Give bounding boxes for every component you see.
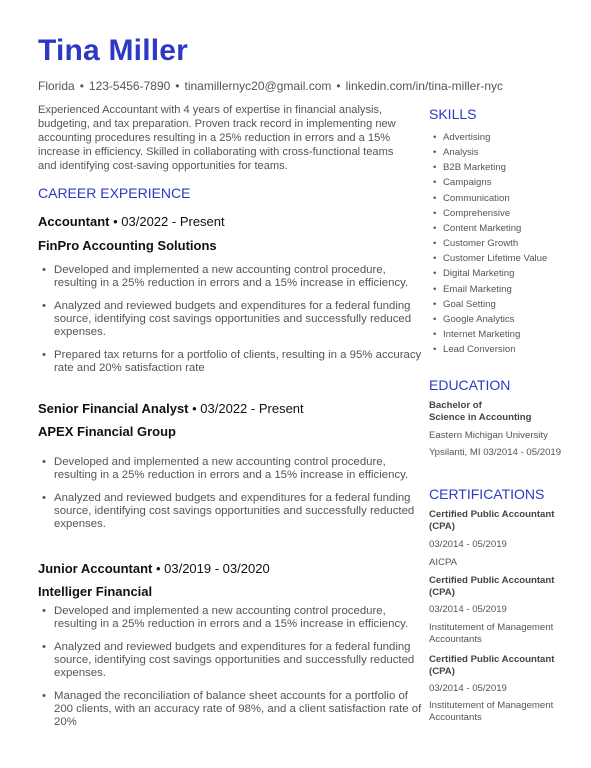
cert-dates: 03/2014 - 05/2019 (429, 539, 507, 550)
job-dates: • 03/2022 - Present (188, 401, 304, 416)
cert-name-abbrev: (CPA) (429, 666, 455, 677)
contact-phone[interactable]: 123-5456-7890 (88, 79, 171, 93)
school-name: Eastern Michigan University (429, 430, 548, 441)
job-2-bullets (38, 456, 423, 531)
job-3-bullets (38, 605, 423, 729)
degree-line-2: Science in Accounting (429, 412, 532, 423)
job-role: Accountant (38, 214, 110, 229)
company-name: APEX Financial Group (38, 424, 176, 439)
cert-name: Certified Public Accountant (429, 654, 555, 665)
skill-item: • Analysis (430, 145, 547, 160)
job-bullet: • Developed and implemented a new accounting control procedure, resulting in a 25% reduction in errors and a 15% increase in efficiency. (38, 264, 423, 290)
skill-item: • Internet Marketing (430, 327, 547, 342)
company-name: Intelliger Financial (38, 584, 153, 599)
contact-linkedin[interactable]: linkedin.com/in/tina-miller-nyc (345, 79, 503, 93)
job-bullet: • Developed and implemented a new accounting control procedure, resulting in a 25% reduction in errors and a 15% increase in efficiency. (38, 605, 423, 631)
contact-separator: • (175, 79, 180, 93)
skill-item: • Comprehensive (430, 206, 547, 221)
contact-separator: • (79, 79, 84, 93)
cert-issuer-cont: Accountants (429, 712, 482, 723)
job-title-2 (38, 401, 304, 416)
skill-item: • Customer Growth (430, 236, 547, 251)
job-bullet: • Managed the reconciliation of balance sheet accounts for a portfolio of 200 clients, with an accuracy rate of 98%, and a client satisfaction rate of 20% (38, 690, 423, 729)
skill-item: • B2B Marketing (430, 160, 547, 175)
skill-item: • Goal Setting (430, 297, 547, 312)
skill-item: • Advertising (430, 130, 547, 145)
job-bullet: • Prepared tax returns for a portfolio of clients, resulting in a 95% accuracy rate and 20% satisfaction rate (38, 349, 423, 375)
skill-item: • Email Marketing (430, 282, 547, 297)
skills-list (430, 130, 547, 357)
professional-summary: Experienced Accountant with 4 years of expertise in financial analysis, budgeting, and tax preparation. Proven track record in implementing new accounting procedures resulting in a 25% reduction in errors and a 15% increase in efficiency. Skilled in collaborating with cross-functional teams and identifying cost-saving opportunities for teams. (38, 104, 396, 172)
cert-name: Certified Public Accountant (429, 575, 555, 586)
skill-item: • Digital Marketing (430, 266, 547, 281)
job-title-1 (38, 214, 225, 229)
company-name: FinPro Accounting Solutions (38, 238, 217, 253)
candidate-name: Tina Miller (38, 34, 189, 67)
job-1-bullets (38, 264, 423, 375)
cert-issuer: Institutement of Management (429, 700, 554, 711)
cert-name-abbrev: (CPA) (429, 587, 455, 598)
job-bullet: • Analyzed and reviewed budgets and expenditures for a federal funding source, identifying cost savings opportunities and successfully reduced expenses. (38, 300, 423, 339)
job-role: Junior Accountant (38, 561, 153, 576)
job-bullet: • Analyzed and reviewed budgets and expenditures for a federal funding source, identifying cost savings opportunities and successfully reducted expenses. (38, 641, 423, 680)
skill-item: • Customer Lifetime Value (430, 251, 547, 266)
job-role: Senior Financial Analyst (38, 401, 189, 416)
certifications-heading: CERTIFICATIONS (429, 486, 545, 502)
contact-separator: • (336, 79, 341, 93)
skill-item: • Content Marketing (430, 221, 547, 236)
job-dates: • 03/2022 - Present (109, 214, 225, 229)
cert-name: Certified Public Accountant (429, 509, 555, 520)
skill-item: • Google Analytics (430, 312, 547, 327)
job-dates: • 03/2019 - 03/2020 (152, 561, 270, 576)
cert-issuer-cont: Accountants (429, 634, 482, 645)
education-location-dates: Ypsilanti, MI 03/2014 - 05/2019 (429, 447, 562, 458)
cert-name-abbrev: (CPA) (429, 521, 455, 532)
contact-email[interactable]: tinamillernyc20@gmail.com (184, 79, 332, 93)
skill-item: • Communication (430, 191, 547, 206)
contact-line (38, 79, 503, 93)
cert-issuer: Institutement of Management (429, 622, 554, 633)
cert-issuer: AICPA (429, 557, 458, 568)
degree-line-1: Bachelor of (429, 400, 482, 411)
education-heading: EDUCATION (429, 377, 511, 393)
cert-dates: 03/2014 - 05/2019 (429, 604, 507, 615)
career-experience-heading: CAREER EXPERIENCE (38, 185, 191, 201)
cert-dates: 03/2014 - 05/2019 (429, 683, 507, 694)
job-bullet: • Developed and implemented a new accounting control procedure, resulting in a 25% reduction in errors and a 15% increase in efficiency. (38, 456, 423, 482)
skills-heading: SKILLS (429, 106, 477, 122)
skill-item: • Lead Conversion (430, 342, 547, 357)
contact-location: Florida (38, 79, 75, 93)
job-bullet: • Analyzed and reviewed budgets and expenditures for a federal funding source, identifying cost savings opportunities and successfully reducted expenses. (38, 492, 423, 531)
job-title-3 (38, 561, 270, 576)
skill-item: • Campaigns (430, 175, 547, 190)
